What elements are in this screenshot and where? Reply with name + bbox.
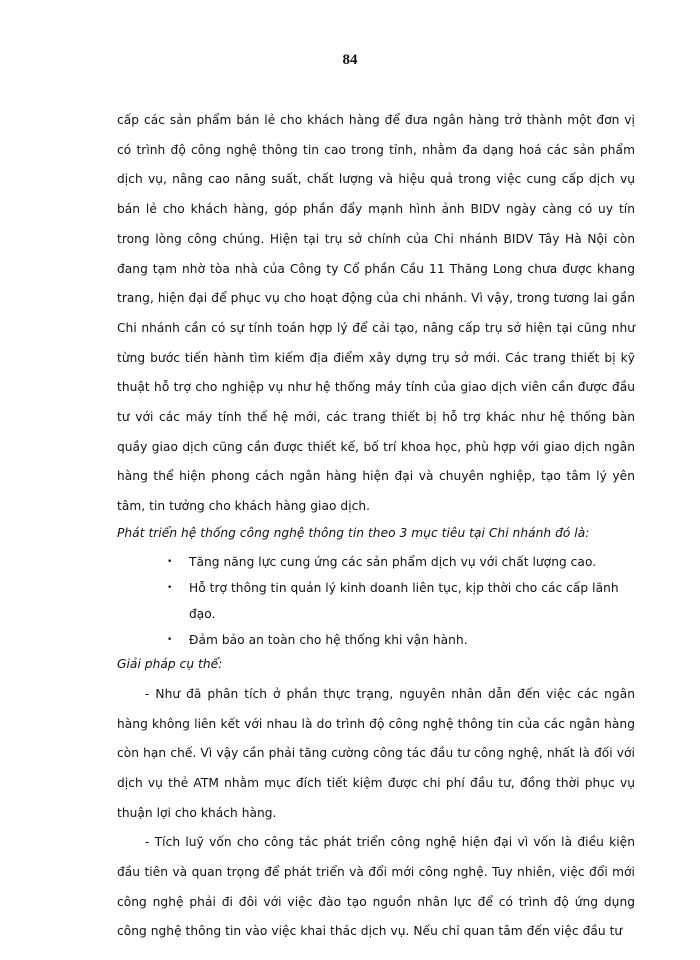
list-item-text: Đảm bảo an toàn cho hệ thống khi vận hành. [189,632,468,647]
body-paragraph: - Tích luỹ vốn cho công tác phát triển công nghệ hiện đại vì vốn là điều kiện đầu tiên và quan trọng để phát triển và đổi mới công nghệ. Tuy nhiên, việc đổi mới công nghệ phải đi đôi với việc đào tạo nguồn nhân lực để có trình độ ứng dụng công nghệ thông tin vào việc khai thác dịch vụ. Nếu chỉ quan tâm đến việc đầu tư [117,835,635,939]
section-heading: Phát triển hệ thống công nghệ thông tin theo 3 mục tiêu tại Chi nhánh đó là: [117,525,590,540]
bullet-icon: • [167,582,173,593]
list-item-text: Tăng năng lực cung ứng các sản phẩm dịch vụ với chất lượng cao. [189,554,597,569]
bullet-icon: • [167,634,173,645]
list-item [167,575,635,627]
section-heading: Giải pháp cụ thể: [117,656,223,671]
bullet-icon: • [167,556,173,567]
list-item-text: Hỗ trợ thông tin quản lý kinh doanh liên tục, kịp thời cho các cấp lãnh đạo. [189,580,619,621]
list-item [167,549,635,575]
list-item [167,627,635,653]
objectives-list [117,549,635,653]
body-paragraph: - Như đã phân tích ở phần thực trạng, nguyên nhân dẫn đến việc các ngân hàng không liên kết với nhau là do trình độ công nghệ thông tin của các ngân hàng còn hạn chế. Vì vậy cần phải tăng cường công tác đầu tư công nghệ, nhất là đối với dịch vụ thẻ ATM nhằm mục đích tiết kiệm được chi phí đầu tư, đồng thời phục vụ thuận lợi cho khách hàng. [117,686,635,820]
document-body [117,106,635,947]
body-paragraph: cấp các sản phẩm bán lẻ cho khách hàng để đưa ngân hàng trở thành một đơn vị có trình độ công nghệ thông tin cao trong tỉnh, nhằm đa dạng hoá các sản phẩm dịch vụ, nâng cao năng suất, chất lượng và hiệu quả trong việc cung cấp dịch vụ bán lẻ cho khách hàng, góp phần đẩy mạnh hình ảnh BIDV ngày càng có uy tín trong lòng công chúng. Hiện tại trụ sở chính của Chi nhánh BIDV Tây Hà Nội còn đang tạm nhờ tòa nhà của Công ty Cổ phần Cầu 11 Thăng Long chưa được khang trang, hiện đại để phục vụ cho hoạt động của chi nhánh. Vì vậy, trong tương lai gần Chi nhánh cần có sự tính toán hợp lý để cải tạo, nâng cấp trụ sở hiện tại cũng như từng bước tiến hành tìm kiếm địa điểm xây dựng trụ sở mới. Các trang thiết bị kỹ thuật hỗ trợ cho nghiệp vụ như hệ thống máy tính của giao dịch viên cần được đầu tư với các máy tính thế hệ mới, các trang thiết bị hỗ trợ khác như hệ thống bàn quầy giao dịch cũng cần được thiết kế, bố trí khoa học, phù hợp với giao dịch ngân hàng thể hiện phong cách ngân hàng hiện đại và chuyên nghiệp, tạo tâm lý yên tâm, tin tưởng cho khách hàng giao dịch. [117,113,635,514]
page-number: 84 [342,52,358,68]
